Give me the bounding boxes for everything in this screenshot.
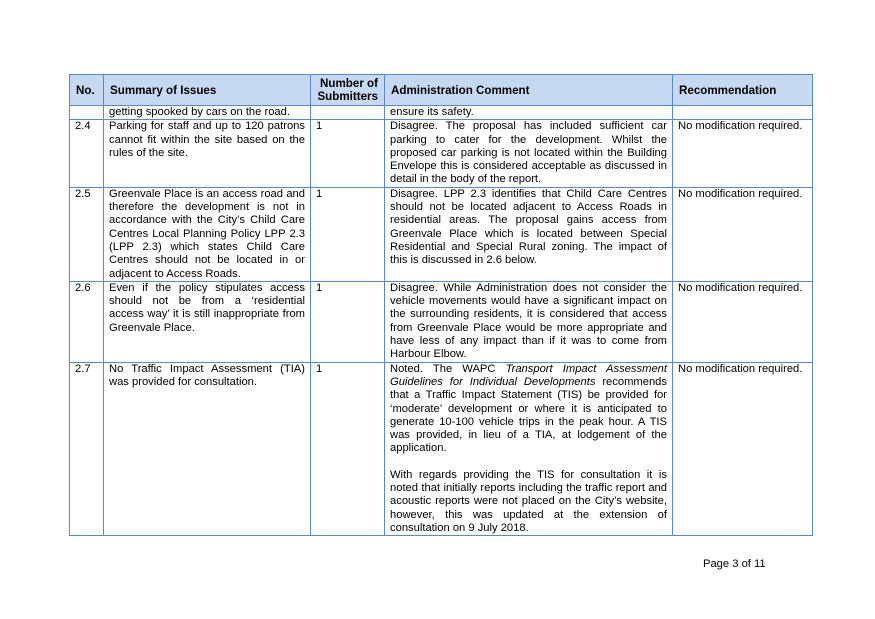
cell-no: 2.6 — [70, 281, 104, 362]
cell-summary: Even if the policy stipulates access should not be from a ‘residential access way’ it is still inappropriate from Greenvale Place. — [104, 281, 311, 362]
table-header-row — [70, 75, 813, 106]
header-summary: Summary of Issues — [104, 75, 311, 106]
header-submitters: Number of Submitters — [311, 75, 385, 106]
cell-recommendation: No modification required. — [673, 362, 813, 536]
cell-summary: Greenvale Place is an access road and therefore the development is not in accordance with the City’s Child Care Centres Local Planning Policy LPP 2.3 (LPP 2.3) which states Child Care Centres should not be located in or adjacent to Access Roads. — [104, 187, 311, 281]
cell-submitters: 1 — [311, 362, 385, 536]
issues-table — [69, 74, 813, 536]
comment-paragraph — [390, 363, 667, 456]
table-row — [70, 187, 813, 281]
table-row — [70, 281, 813, 362]
cell-summary: No Traffic Impact Assessment (TIA) was provided for consultation. — [104, 362, 311, 536]
cell-submitters — [311, 106, 385, 120]
cell-comment — [385, 362, 673, 536]
comment-paragraph: With regards providing the TIS for consultation it is noted that initially reports including the traffic report and acoustic reports were not placed on the City’s website, however, this was updated at the extension of consultation on 9 July 2018. — [390, 468, 667, 534]
cell-recommendation: No modification required. — [673, 120, 813, 187]
cell-comment: ensure its safety. — [385, 106, 673, 120]
table-row — [70, 120, 813, 187]
header-recommendation: Recommendation — [673, 75, 813, 106]
header-comment: Administration Comment — [385, 75, 673, 106]
cell-no: 2.7 — [70, 362, 104, 536]
cell-submitters: 1 — [311, 281, 385, 362]
header-no: No. — [70, 75, 104, 106]
cell-no — [70, 106, 104, 120]
comment-text: Noted. The WAPC — [390, 362, 506, 375]
table-row-continuation — [70, 106, 813, 120]
cell-no: 2.4 — [70, 120, 104, 187]
comment-text: recommends that a Traffic Impact Statement (TIS) be provided for ‘moderate’ development or where it is anticipated to generate 10-100 vehicle trips in the peak hour. A TIS was provided, in lieu of a TIA, at lodgement of the application. — [390, 375, 667, 455]
cell-comment: Disagree. LPP 2.3 identifies that Child Care Centres should not be located adjacent to Access Roads in residential areas. The proposal gains access from Greenvale Place which is located between Special Residential and Special Rural zoning. The impact of this is discussed in 2.6 below. — [385, 187, 673, 281]
cell-comment: Disagree. The proposal has included sufficient car parking to cater for the development. Whilst the proposed car parking is not located within the Building Envelope this is considered acceptable as discussed in detail in the body of the report. — [385, 120, 673, 187]
cell-recommendation: No modification required. — [673, 187, 813, 281]
cell-summary: Parking for staff and up to 120 patrons cannot fit within the site based on the rules of the site. — [104, 120, 311, 187]
cell-recommendation: No modification required. — [673, 281, 813, 362]
page-number: Page 3 of 11 — [703, 558, 766, 570]
table-row — [70, 362, 813, 536]
cell-recommendation — [673, 106, 813, 120]
cell-comment: Disagree. While Administration does not consider the vehicle movements would have a significant impact on the surrounding residents, it is considered that access from Greenvale Place would be more appropriate and have less of any impact than if it was to come from Harbour Elbow. — [385, 281, 673, 362]
cell-no: 2.5 — [70, 187, 104, 281]
cell-submitters: 1 — [311, 120, 385, 187]
comment-guideline-title: Transport Impact Assessment Guidelines for Individual Developments — [390, 362, 667, 388]
cell-summary: getting spooked by cars on the road. — [104, 106, 311, 120]
cell-submitters: 1 — [311, 187, 385, 281]
